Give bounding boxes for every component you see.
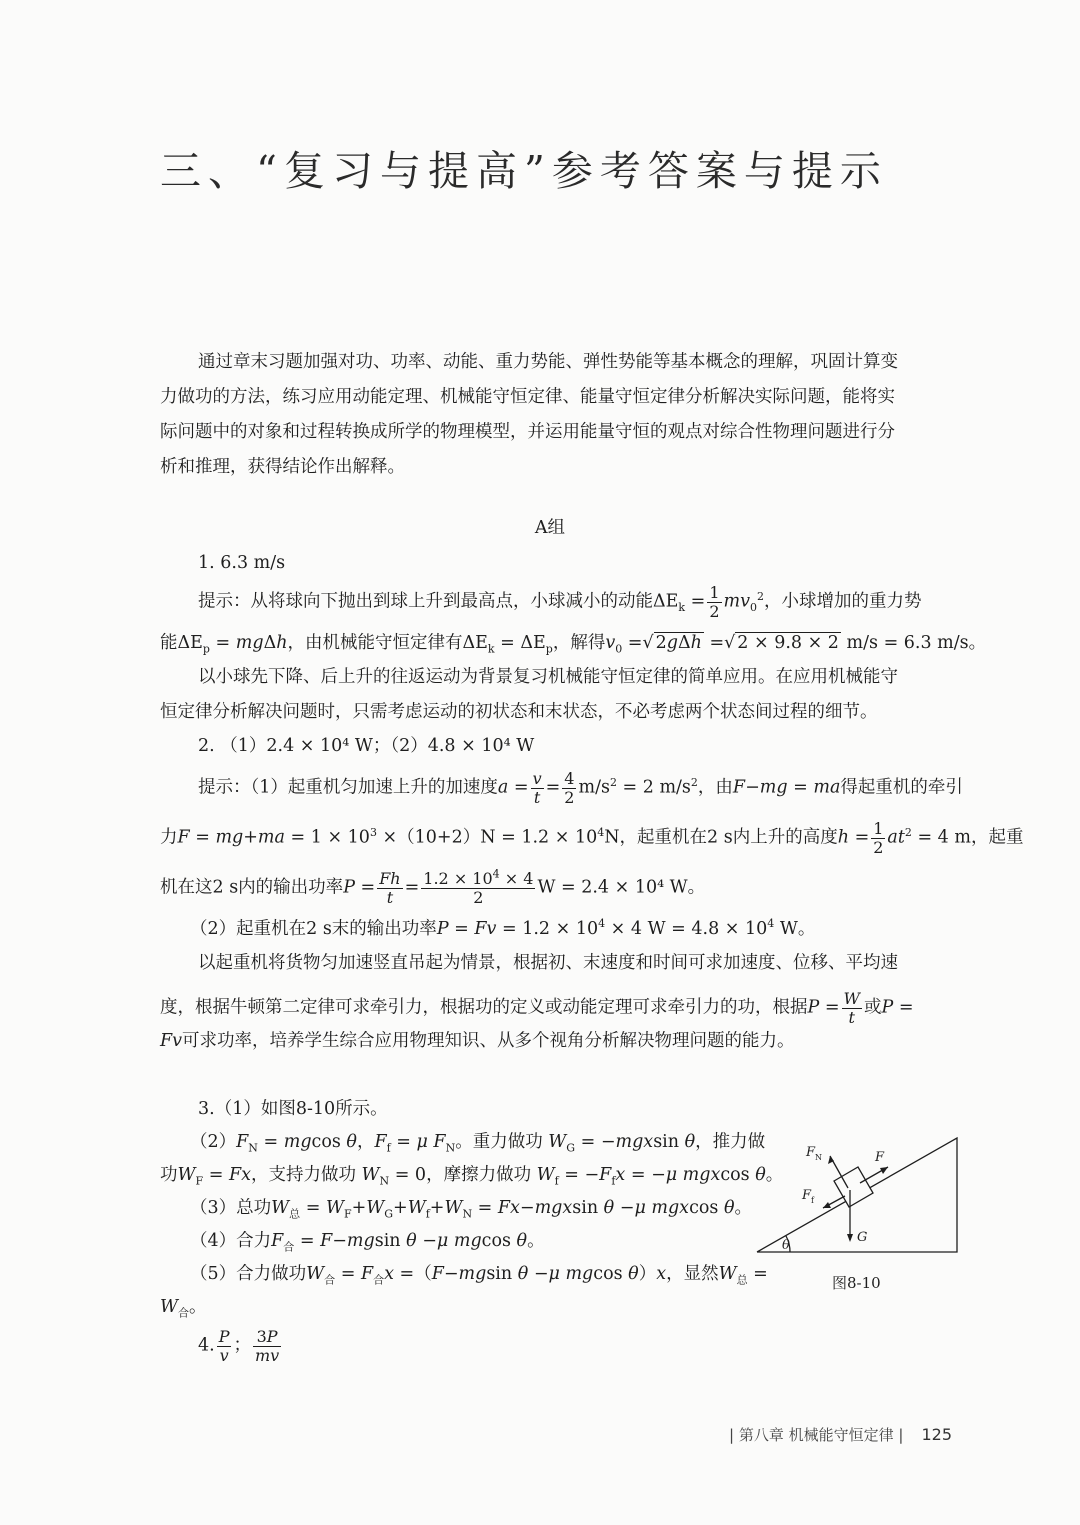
text: ，由机械能守恒定律有	[287, 633, 463, 653]
text: 提示：（1）起重机匀加速上升的加速度	[198, 777, 498, 798]
text: ，小球增加的重力势	[764, 591, 922, 612]
q3-line1: 3.（1）如图8-10所示。	[198, 1099, 388, 1119]
text: 力	[160, 827, 178, 848]
q1-answer: 1. 6.3 m/s	[198, 553, 286, 573]
text: （5）合力做功	[190, 1264, 307, 1284]
text: ，起重	[970, 827, 1024, 848]
text: m/s = 6.3 m/s。	[846, 633, 987, 653]
intro-line: 力做功的方法，练习应用动能定理、机械能守恒定律、能量守恒定律分析解决实际问题，能将实	[160, 387, 895, 407]
figure-caption: 图8-10	[832, 1274, 881, 1292]
text: ，解得	[552, 633, 606, 653]
q1-hint-line1: 提示：从将球向下抛出到球上升到最高点，小球减小的动能$\Delta E_k$ = $\frac{1}{2}$ $mv_0^2$，小球增加的重力势	[198, 583, 922, 621]
text: ，显然	[666, 1264, 719, 1284]
q2-note-line1: 以起重机将货物匀加速竖直吊起为情景，根据初、末速度和时间可求加速度、位移、平均速	[198, 953, 898, 973]
q2-note-line2: 度，根据牛顿第二定律可求牵引力，根据功的定义或动能定理可求牵引力的功，根据P = $\frac{W}{t}$ 或P =	[160, 989, 914, 1027]
q1-note-line1: 以小球先下降、后上升的往返运动为背景复习机械能守恒定律的简单应用。在应用机械能守	[198, 667, 898, 687]
theta-label: θ	[782, 1238, 790, 1253]
fraction: $\frac{Fh}{t}$	[379, 869, 401, 907]
fraction: $\frac{1.2 \times 10^4 \times 4}{2}$	[423, 867, 534, 907]
q2-hint-line2: 力$F = mg+ma = 1 \times 10^3 \times(10+2)N = 1.2 \times 10^4N$，起重机在2 s内上升的高度h = $\frac{1}{2}$ $at^2 = 4$ m，起重	[160, 819, 1024, 857]
ff-label: $F_f$	[802, 1188, 814, 1205]
q3-line6: （5）合力做功$W_合 = F_合x =(F-mgsin$ θ −μ mgcos θ）x，显然$W_总$ =	[190, 1264, 768, 1287]
q2-hint-line1: 提示：（1）起重机匀加速上升的加速度a = $\frac{v}{t}$ = $\frac{4}{2}$ $m/s^2 = 2$ $m/s^2$，由F−mg = ma得起重机的牵引	[198, 769, 963, 807]
q3-line3: 功$W_F = Fx$，支持力做功 $W_N = 0$，摩擦力做功 $W_f = -F_fx = -\mu$ mgxcos θ。	[160, 1165, 784, 1188]
intro-line: 际问题中的对象和过程转换成所学的物理模型，并运用能量守恒的观点对综合性物理问题进行分	[160, 422, 895, 442]
text: 机在这2 s内的输出功率	[160, 877, 344, 898]
text: 提示：从将球向下抛出到球上升到最高点，小球减小的动能	[198, 591, 653, 612]
q2-hint-line3: 机在这2 s内的输出功率P = $\frac{Fh}{t}$ = $\frac{1.2 \times 10^4 \times 4}{2}$ W = 2.4 × 10⁴ W。	[160, 867, 706, 907]
q2-part2: （2）起重机在2 s末的输出功率$P = Fv = 1.2 \times 10^4 \times 4$ $W = 4.8 \times 10^4$ W。	[190, 917, 816, 939]
text: （3）总功	[190, 1198, 272, 1218]
text: ，起重机在2 s内上升的高度	[619, 827, 838, 848]
q3-line5: （4）合力$F_合 = F-mgsin$ θ −μ mgcos θ。	[190, 1231, 545, 1254]
fn-label: $F_N$	[806, 1145, 823, 1162]
page-title: 三、“复习与提高”参考答案与提示	[160, 147, 888, 195]
text: 能	[160, 633, 178, 653]
text: 4.	[198, 1335, 215, 1356]
text: （2）起重机在2 s末的输出功率	[190, 919, 437, 939]
q4-answer: 4. $\frac{P}{v}$ ； $\frac{3P}{mv}$	[198, 1327, 280, 1365]
page-footer	[729, 1424, 952, 1445]
text: 可求功率，培养学生综合应用物理知识、从多个视角分析解决物理问题的能力。	[182, 1031, 795, 1051]
page-number: 125	[921, 1425, 952, 1444]
q3-line7: $W_合$。	[160, 1297, 207, 1320]
q3-line2: $(2)F_N = mgcos$ θ，$F_f = \mu$ $F_N$。重力做功 $W_G = -mgxsin$ θ，推力做	[190, 1132, 766, 1155]
g-label: G	[857, 1230, 868, 1245]
incline-figure	[750, 1128, 965, 1260]
text: 度，根据牛顿第二定律可求牵引力，根据功的定义或动能定理可求牵引力的功，根据	[160, 997, 808, 1018]
intro-line: 通过章末习题加强对功、功率、动能、重力势能、弹性势能等基本概念的理解，巩固计算变	[198, 352, 898, 372]
text: 得起重机的牵引	[840, 777, 963, 798]
chapter-label: | 第八章 机械能守恒定律 |	[729, 1426, 904, 1444]
text: 或	[863, 997, 882, 1018]
text: （4）合力	[190, 1231, 272, 1251]
q2-answer: 2. （1）2.4 × 10⁴ W；（2）4.8 × 10⁴ W	[198, 736, 535, 756]
group-heading: A组	[534, 518, 566, 538]
q1-hint-line2: 能$\Delta E_p = mg\Delta h$，由机械能守恒定律有$\Delta E_k = \Delta E_p$，解得$v_0$ =√ 2gΔh =√ 2 × 9.8 × 2 m/s = 6.3 m/s。	[160, 633, 987, 656]
text: （2）	[190, 1132, 237, 1152]
text: W = 2.4 × 10⁴ W。	[537, 877, 706, 898]
fraction: $\frac{1}{2}$	[709, 583, 720, 621]
text: 功	[160, 1165, 178, 1185]
fraction: $\frac{1}{2}$	[873, 819, 884, 857]
intro-line: 析和推理，获得结论作出解释。	[160, 457, 405, 477]
intro-paragraph	[160, 345, 960, 485]
q2-note-line3: Fv可求功率，培养学生综合应用物理知识、从多个视角分析解决物理问题的能力。	[160, 1031, 795, 1051]
text: ，由	[697, 777, 733, 798]
q1-note-line2: 恒定律分析解决问题时，只需考虑运动的初状态和末状态，不必考虑两个状态间过程的细节。	[160, 702, 878, 722]
fraction: $\frac{P}{v}$	[218, 1327, 230, 1365]
q3-line4: （3）总功$W_总 = W_F+W_G+W_f+W_N = Fx-mgxsin$ θ −μ mgxcos θ。	[190, 1198, 752, 1221]
f-label: F	[875, 1150, 885, 1165]
fraction: $\frac{3P}{mv}$	[254, 1327, 280, 1365]
fraction: $\frac{4}{2}$	[564, 769, 575, 807]
fraction: $\frac{W}{t}$	[843, 989, 860, 1027]
fraction: $\frac{v}{t}$	[532, 769, 542, 807]
